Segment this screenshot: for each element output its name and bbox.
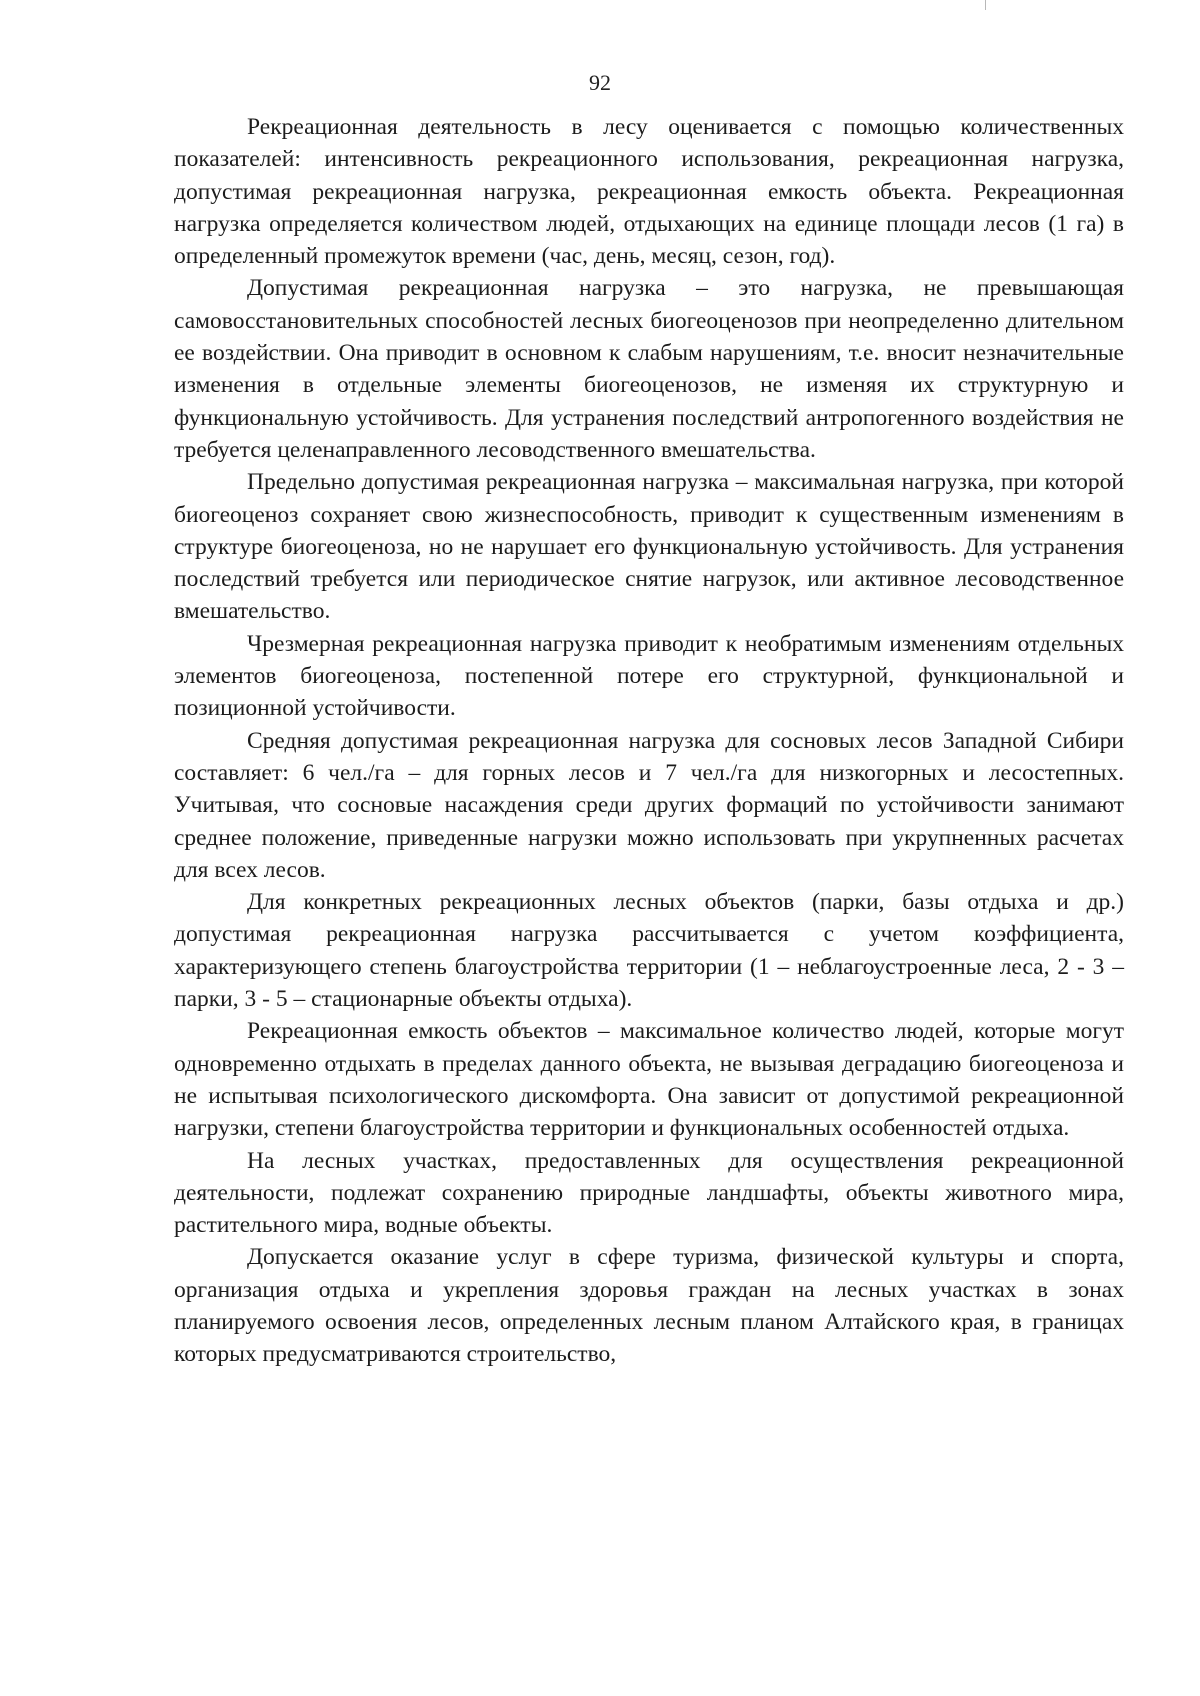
- page-body: [174, 111, 1124, 1371]
- paragraph-services: Допускается оказание услуг в сфере туризма, физической культуры и спорта, организация отдыха и укрепления здоровья граждан на лесных участках в зонах планируемого освоения лесов, определенных лесным планом Алтайского края, в границах которых предусматриваются строительство,: [174, 1244, 1124, 1368]
- paragraph-average-load: Средняя допустимая рекреационная нагрузка для сосновых лесов Западной Сибири составляет: 6 чел./га – для горных лесов и 7 чел./га для низкогорных и лесостепных. Учитывая, что сосновые насаждения среди других формаций по устойчивости занимают среднее положение, приведенные нагрузки можно использовать при укрупненных расчетах для всех лесов.: [174, 727, 1124, 883]
- paragraph-maximum-permissible-load: Предельно допустимая рекреационная нагрузка – максимальная нагрузка, при которой биогеоценоз сохраняет свою жизнеспособность, приводит к существенным изменениям в структуре биогеоценоза, но не нарушает его функциональную устойчивость. Для устранения последствий требуется или периодическое снятие нагрузок, или активное лесоводственное вмешательство.: [174, 469, 1124, 625]
- page-number: 92: [589, 70, 611, 95]
- paragraph-recreational-activity: Рекреационная деятельность в лесу оценивается с помощью количественных показателей: интенсивность рекреационного использования, рекреационная нагрузка, допустимая рекреационная нагрузка, рекреационная емкость объекта. Рекреационная нагрузка определяется количеством людей, отдыхающих на единице площади лесов (1 га) в определенный промежуток времени (час, день, месяц, сезон, год).: [174, 114, 1124, 270]
- paragraph-specific-objects: Для конкретных рекреационных лесных объектов (парки, базы отдыха и др.) допустимая рекреационная нагрузка рассчитывается с учетом коэффициента, характеризующего степень благоустройства территории (1 – неблагоустроенные леса, 2 - 3 – парки, 3 - 5 – стационарные объекты отдыха).: [174, 889, 1124, 1013]
- paragraph-permissible-load: Допустимая рекреационная нагрузка – это нагрузка, не превышающая самовосстановительных способностей лесных биогеоценозов при неопределенно длительном ее воздействии. Она приводит в основном к слабым нарушениям, т.е. вносит незначительные изменения в отдельные элементы биогеоценозов, не изменяя их структурную и функциональную устойчивость. Для устранения последствий антропогенного воздействия не требуется целенаправленного лесоводственного вмешательства.: [174, 275, 1124, 463]
- paragraph-recreational-capacity: Рекреационная емкость объектов – максимальное количество людей, которые могут одновременно отдыхать в пределах данного объекта, не вызывая деградацию биогеоценоза и не испытывая психологического дискомфорта. Она зависит от допустимой рекреационной нагрузки, степени благоустройства территории и функциональных особенностей отдыха.: [174, 1018, 1124, 1142]
- scan-edge-mark: [985, 0, 986, 10]
- paragraph-preservation: На лесных участках, предоставленных для осуществления рекреационной деятельности, подлежат сохранению природные ландшафты, объекты животного мира, растительного мира, водные объекты.: [174, 1147, 1124, 1239]
- paragraph-excessive-load: Чрезмерная рекреационная нагрузка приводит к необратимым изменениям отдельных элементов биогеоценоза, постепенной потере его структурной, функциональной и позиционной устойчивости.: [174, 630, 1124, 722]
